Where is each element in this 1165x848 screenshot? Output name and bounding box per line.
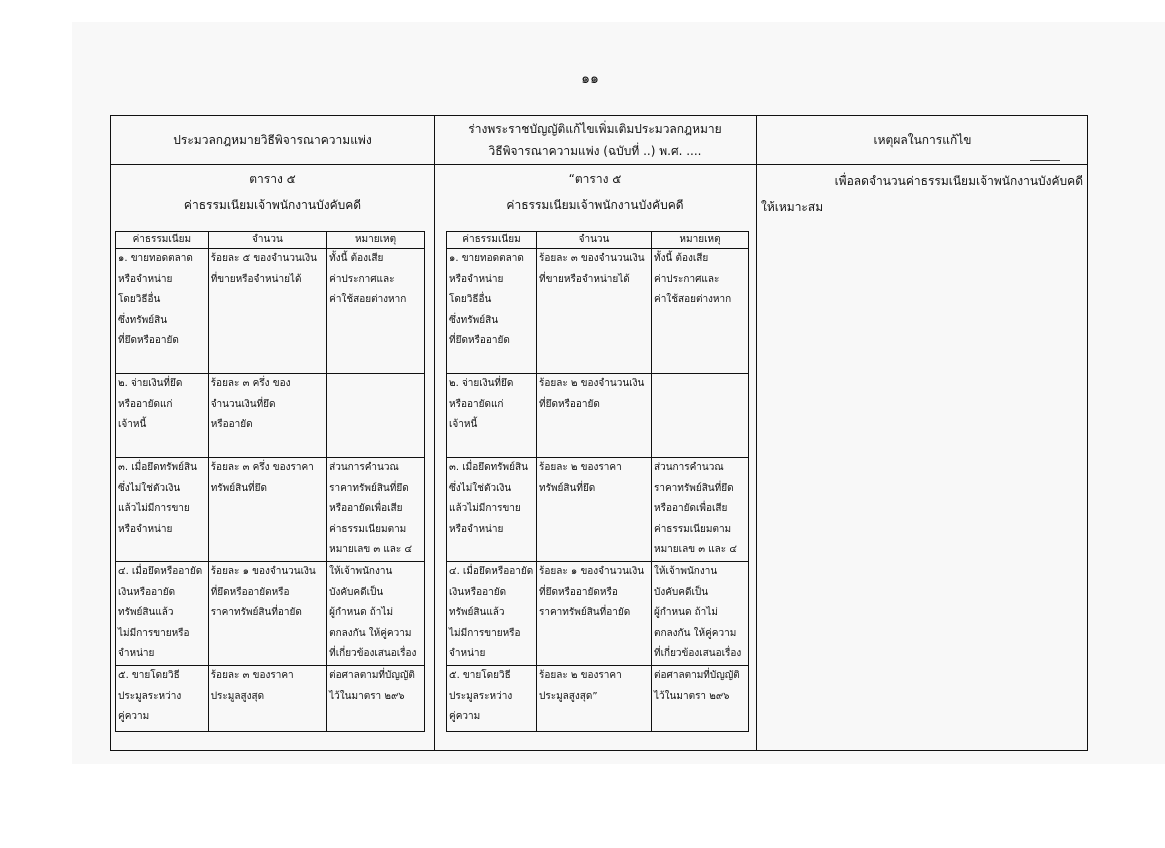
- fee-amount: ร้อยละ ๓ ของราคา ประมูลสูงสุด: [208, 666, 326, 732]
- current-law-section-title: [111, 166, 434, 218]
- comparison-table: [110, 115, 1088, 751]
- fee-table-header-row: [447, 232, 749, 249]
- header-reason: [756, 116, 1089, 164]
- fee-amount: ร้อยละ ๒ ของราคา ทรัพย์สินที่ยึด: [537, 458, 652, 562]
- reason-line-1: เพื่อลดจำนวนค่าธรรมเนียมเจ้าพนักงานบังคับคดี: [834, 174, 1083, 188]
- draft-law-fee-table: [446, 231, 749, 732]
- fee-item: ๑. ขายทอดตลาด หรือจำหน่าย โดยวิธีอื่น ซึ่งทรัพย์สิน ที่ยึดหรืออายัด: [447, 249, 537, 374]
- fee-table-header-row: [116, 232, 425, 249]
- table-row: [116, 249, 425, 374]
- header-divider: [111, 164, 1087, 165]
- fee-amount: ร้อยละ ๒ ของจำนวนเงิน ที่ยึดหรืออายัด: [537, 374, 652, 458]
- amount-column-header: จำนวน: [537, 232, 652, 249]
- fee-amount: ร้อยละ ๑ ของจำนวนเงิน ที่ยึดหรืออายัดหรือ ราคาทรัพย์สินที่อายัด: [208, 562, 326, 666]
- stray-pen-mark: [1030, 160, 1060, 161]
- draft-law-section-title: [434, 166, 756, 218]
- table-row: [116, 562, 425, 666]
- fee-item: ๓. เมื่อยึดทรัพย์สิน ซึ่งไม่ใช่ตัวเงิน แล้วไม่มีการขาย หรือจำหน่าย: [447, 458, 537, 562]
- header-current-law-text: ประมวลกฎหมายวิธีพิจารณาความแพ่ง: [173, 133, 372, 147]
- current-law-table-number: ตาราง ๕: [249, 172, 296, 186]
- fee-column-header: ค่าธรรมเนียม: [116, 232, 209, 249]
- table-row: [447, 562, 749, 666]
- page-number: ๑๑: [581, 71, 599, 87]
- fee-item: ๓. เมื่อยึดทรัพย์สิน ซึ่งไม่ใช่ตัวเงิน แล้วไม่มีการขาย หรือจำหน่าย: [116, 458, 209, 562]
- fee-note: ให้เจ้าพนักงาน บังคับคดีเป็น ผู้กำหนด ถ้าไม่ ตกลงกัน ให้คู่ความ ที่เกี่ยวข้องเสนอเรื่อง: [327, 562, 425, 666]
- table-row: [116, 666, 425, 732]
- header-draft-law-line1: ร่างพระราชบัญญัติแก้ไขเพิ่มเติมประมวลกฎหมาย: [468, 122, 722, 136]
- fee-note: ต่อศาลตามที่บัญญัติ ไว้ในมาตรา ๒๙๖: [327, 666, 425, 732]
- fee-item: ๔. เมื่อยึดหรืออายัด เงินหรืออายัด ทรัพย์สินแล้ว ไม่มีการขายหรือ จำหน่าย: [447, 562, 537, 666]
- fee-amount: ร้อยละ ๓ ของจำนวนเงิน ที่ขายหรือจำหน่ายได้: [537, 249, 652, 374]
- table-row: [447, 374, 749, 458]
- fee-note: [327, 374, 425, 458]
- note-column-header: หมายเหตุ: [327, 232, 425, 249]
- fee-amount: ร้อยละ ๑ ของจำนวนเงิน ที่ยึดหรืออายัดหรือ ราคาทรัพย์สินที่อายัด: [537, 562, 652, 666]
- fee-item: ๑. ขายทอดตลาด หรือจำหน่าย โดยวิธีอื่น ซึ่งทรัพย์สิน ที่ยึดหรืออายัด: [116, 249, 209, 374]
- header-reason-text: เหตุผลในการแก้ไข: [873, 133, 972, 147]
- header-current-law: [111, 116, 434, 164]
- fee-note: ส่วนการคำนวณ ราคาทรัพย์สินที่ยึด หรืออายัดเพื่อเสีย ค่าธรรมเนียมตาม หมายเลข ๓ และ ๔: [652, 458, 749, 562]
- fee-note: ส่วนการคำนวณ ราคาทรัพย์สินที่ยึด หรืออายัดเพื่อเสีย ค่าธรรมเนียมตาม หมายเลข ๓ และ ๔: [327, 458, 425, 562]
- table-row: [447, 249, 749, 374]
- fee-item: ๕. ขายโดยวิธี ประมูลระหว่าง คู่ความ: [116, 666, 209, 732]
- draft-law-table-number: “ตาราง ๕: [568, 172, 622, 186]
- fee-note: ทั้งนี้ ต้องเสีย ค่าประกาศและ ค่าใช้สอยต่างหาก: [652, 249, 749, 374]
- reason-line-2: ให้เหมาะสม: [761, 200, 824, 214]
- fee-amount: ร้อยละ ๓ ครึ่ง ของ จำนวนเงินที่ยึด หรืออายัด: [208, 374, 326, 458]
- table-row: [447, 666, 749, 732]
- fee-amount: ร้อยละ ๕ ของจำนวนเงิน ที่ขายหรือจำหน่ายได้: [208, 249, 326, 374]
- fee-note: ทั้งนี้ ต้องเสีย ค่าประกาศและ ค่าใช้สอยต่างหาก: [327, 249, 425, 374]
- fee-column-header: ค่าธรรมเนียม: [447, 232, 537, 249]
- amount-column-header: จำนวน: [208, 232, 326, 249]
- table-row: [447, 458, 749, 562]
- draft-law-table-name: ค่าธรรมเนียมเจ้าพนักงานบังคับคดี: [506, 198, 684, 212]
- current-law-fee-table: [115, 231, 425, 732]
- fee-note: ต่อศาลตามที่บัญญัติ ไว้ในมาตรา ๒๙๖: [652, 666, 749, 732]
- fee-item: ๕. ขายโดยวิธี ประมูลระหว่าง คู่ความ: [447, 666, 537, 732]
- table-row: [116, 374, 425, 458]
- fee-note: ให้เจ้าพนักงาน บังคับคดีเป็น ผู้กำหนด ถ้าไม่ ตกลงกัน ให้คู่ความ ที่เกี่ยวข้องเสนอเรื่อง: [652, 562, 749, 666]
- note-column-header: หมายเหตุ: [652, 232, 749, 249]
- reason-text: [761, 168, 1083, 220]
- fee-amount: ร้อยละ ๒ ของราคา ประมูลสูงสุด”: [537, 666, 652, 732]
- fee-note: [652, 374, 749, 458]
- fee-amount: ร้อยละ ๓ ครึ่ง ของราคา ทรัพย์สินที่ยึด: [208, 458, 326, 562]
- header-draft-law: [434, 116, 756, 164]
- current-law-table-name: ค่าธรรมเนียมเจ้าพนักงานบังคับคดี: [183, 198, 362, 212]
- fee-item: ๒. จ่ายเงินที่ยึด หรืออายัดแก่ เจ้าหนี้: [447, 374, 537, 458]
- fee-item: ๔. เมื่อยึดหรืออายัด เงินหรืออายัด ทรัพย์สินแล้ว ไม่มีการขายหรือ จำหน่าย: [116, 562, 209, 666]
- table-row: [116, 458, 425, 562]
- column-divider-2: [756, 116, 757, 750]
- header-draft-law-line2: วิธีพิจารณาความแพ่ง (ฉบับที่ ..) พ.ศ. ....: [488, 144, 702, 158]
- fee-item: ๒. จ่ายเงินที่ยึด หรืออายัดแก่ เจ้าหนี้: [116, 374, 209, 458]
